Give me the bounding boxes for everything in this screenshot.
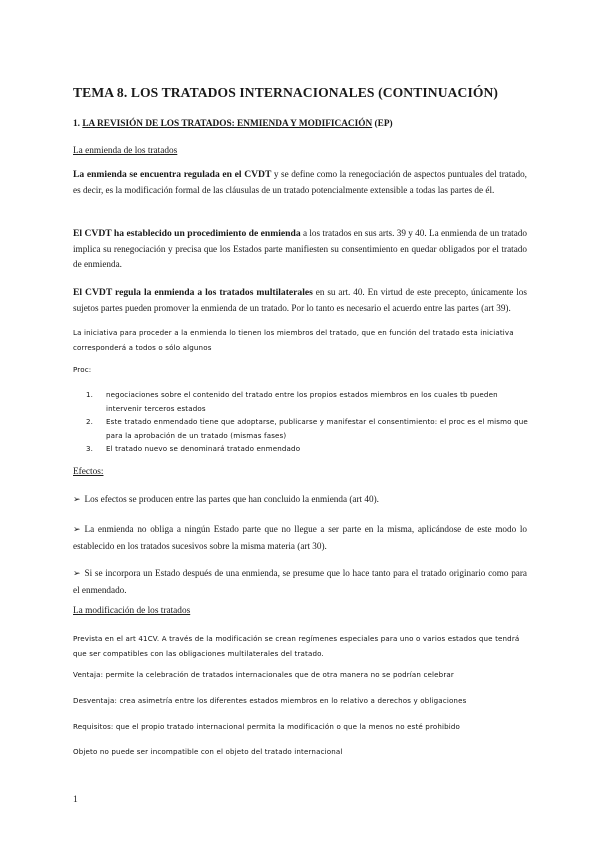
paragraph-bold: El CVDT regula la enmienda a los tratados multilaterales bbox=[73, 287, 313, 298]
arrow-bullet-icon: ➢ bbox=[73, 525, 81, 535]
section-heading-suffix: (EP) bbox=[374, 119, 393, 129]
effect-item bbox=[73, 566, 527, 598]
document-title: TEMA 8. LOS TRATADOS INTERNACIONALES (CONTINUACIÓN) bbox=[73, 85, 499, 100]
proc-item-number: 2. bbox=[86, 417, 94, 427]
note-iniciativa: La iniciativa para proceder a la enmienda lo tienen los miembros del tratado, que en función del tratado esta iniciativa corresponderá a todos o sólo algunos bbox=[73, 328, 514, 352]
proc-item-text: El tratado nuevo se denominará tratado enmendado bbox=[106, 444, 301, 454]
note-objeto: Objeto no puede ser incompatible con el objeto del tratado internacional bbox=[73, 747, 343, 756]
paragraph-text: a los tratados en sus arts. 39 y 40. La enmienda de un tratado implica su renegociación y precisa que los Estados parte manifiesten su consentimiento en quedar obligados por el tratado de enmienda. bbox=[73, 228, 527, 269]
proc-item bbox=[73, 388, 529, 415]
note-requisitos: Requisitos: que el propio tratado internacional permita la modificación o que la menos no esté prohibido bbox=[73, 722, 461, 731]
subheading-enmienda: La enmienda de los tratados bbox=[73, 146, 178, 156]
paragraph-text: y se define como la renegociación de aspectos puntuales del tratado, es decir, es la modificación formal de las cláusulas de un tratado potencialmente extensible a todas las partes de él. bbox=[73, 169, 527, 195]
proc-item-text: negociaciones sobre el contenido del tratado entre los propios estados miembros en los cuales tb pueden intervenir terceros estados bbox=[106, 390, 498, 413]
effect-text: La enmienda no obliga a ningún Estado parte que no llegue a ser parte en la misma, aplicándose de este modo lo establecido en los tratados sucesivos sobre la misma materia (art 30). bbox=[73, 524, 527, 551]
proc-item bbox=[73, 415, 529, 442]
section-number: 1. bbox=[73, 119, 80, 129]
paragraph-text: en su art. 40. En virtud de este precepto, únicamente los sujetos partes pueden promover la enmienda de un tratado. Por lo tanto es necesario el acuerdo entre las partes (art 39). bbox=[73, 287, 527, 313]
arrow-bullet-icon: ➢ bbox=[73, 569, 81, 579]
proc-label: Proc: bbox=[73, 365, 92, 374]
paragraph-bold: El CVDT ha establecido un procedimiento de enmienda bbox=[73, 228, 301, 239]
arrow-bullet-icon: ➢ bbox=[73, 495, 81, 505]
proc-list bbox=[73, 388, 529, 456]
section-heading bbox=[73, 119, 393, 129]
effect-item bbox=[73, 522, 527, 554]
proc-item-number: 3. bbox=[86, 444, 94, 454]
section-heading-text: LA REVISIÓN DE LOS TRATADOS: ENMIENDA Y MODIFICACIÓN bbox=[82, 119, 373, 129]
effect-item bbox=[73, 492, 527, 509]
effect-text: Los efectos se producen entre las partes que han concluido la enmienda (art 40). bbox=[84, 494, 379, 504]
proc-item-number: 1. bbox=[86, 390, 94, 399]
note-ventaja: Ventaja: permite la celebración de tratados internacionales que de otra manera no se podrían celebrar bbox=[73, 670, 454, 679]
subheading-modificacion: La modificación de los tratados bbox=[73, 606, 191, 616]
proc-item-text: Este tratado enmendado tiene que adoptarse, publicarse y manifestar el consentimiento: el proc es el mismo que para la aprobación de un tratado (mismas fases) bbox=[106, 417, 528, 440]
paragraph-enmienda-definition bbox=[73, 167, 527, 198]
paragraph-bold: La enmienda se encuentra regulada en el CVDT bbox=[73, 169, 272, 180]
subheading-efectos: Efectos: bbox=[73, 467, 104, 477]
paragraph-enmienda-multilateral bbox=[73, 285, 527, 316]
proc-item bbox=[73, 442, 529, 456]
note-modificacion: Prevista en el art 41CV. A través de la modificación se crean regímenes especiales para uno o varios estados que tendrá que ser compatibles con las obligaciones multilaterales del tratado. bbox=[73, 634, 520, 658]
note-desventaja: Desventaja: crea asimetría entre los diferentes estados miembros en lo relativo a derechos y obligaciones bbox=[73, 696, 467, 705]
effect-text: Si se incorpora un Estado después de una enmienda, se presume que lo hace tanto para el tratado originario como para el enmendado. bbox=[73, 568, 527, 595]
paragraph-enmienda-procedure bbox=[73, 226, 527, 273]
page-number: 1 bbox=[73, 795, 78, 805]
